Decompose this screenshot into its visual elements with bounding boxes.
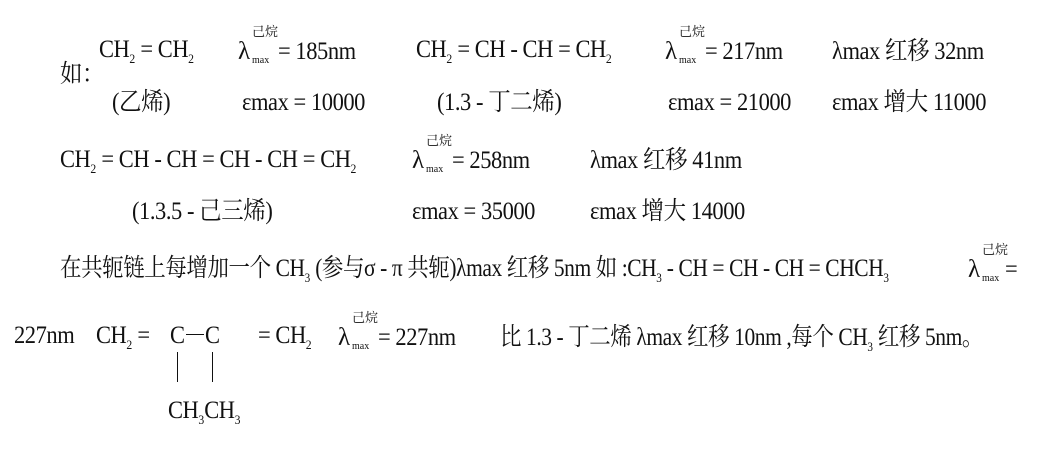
hexatriene-formula: $CH_2$ = CH - CH = CH - CH = $CH_2$ (60, 146, 357, 176)
solvent-label: 己烷 (679, 24, 706, 39)
ex4-comparison: 比 1.3 - 丁二烯 λmax 红移 10nm ,每个 $CH_3$ 红移 5nm。 (500, 324, 983, 354)
methyl-groups: $CH_3CH_3$ (168, 397, 241, 427)
hexatriene-name: (1.3.5 - 己三烯) (132, 198, 273, 225)
ex4-ch2-right: = $CH_2$ (258, 322, 312, 352)
max-label: max (252, 55, 270, 66)
rule-equals: = (1005, 256, 1018, 283)
ex4-carbon-1: C (170, 322, 185, 349)
lambda-symbol: λ (968, 256, 981, 283)
ex4-lead-value: 227nm (14, 322, 75, 349)
max-label: max (982, 273, 1000, 284)
ex4-lambda-value: = 227nm (378, 324, 456, 351)
methyl-rule-text: 在共轭链上每增加一个 $CH_3$ (参与σ - π 共轭)λmax 红移 5nm 如 $:CH_3$ - CH = CH - CH = $CHCH_3$ (60, 255, 889, 285)
hexatriene-lambda (412, 133, 453, 175)
ethylene-name: (乙烯) (112, 89, 171, 116)
intro-label: 如： (60, 61, 105, 88)
butadiene-lambda-value: = 217nm (705, 38, 783, 65)
solvent-label: 己烷 (426, 133, 453, 148)
max-label: max (679, 55, 697, 66)
lambda-symbol: λ (412, 147, 425, 174)
butadiene-formula: $CH_2$ = CH - CH = $CH_2$ (416, 36, 612, 66)
ethylene-formula: $CH_2 = CH_2$ (99, 36, 195, 66)
butadiene-increase: εmax 增大 11000 (832, 89, 987, 116)
hexatriene-shift: λmax 红移 41nm (590, 147, 742, 174)
hexatriene-increase: εmax 增大 14000 (590, 198, 745, 225)
ethylene-epsilon: εmax = 10000 (242, 89, 365, 116)
solvent-label: 己烷 (252, 24, 279, 39)
ethylene-lambda-value: = 185nm (278, 38, 356, 65)
butadiene-shift: λmax 红移 32nm (832, 38, 984, 65)
methyl-bond-1 (177, 352, 178, 382)
max-label: max (352, 341, 370, 352)
lambda-symbol: λ (665, 38, 678, 65)
c-c-bond (186, 334, 204, 335)
solvent-label: 己烷 (352, 310, 379, 325)
ethylene-lambda (238, 24, 279, 66)
butadiene-lambda (665, 24, 706, 66)
lambda-symbol: λ (338, 324, 351, 351)
lambda-symbol: λ (238, 38, 251, 65)
ex4-lambda (338, 310, 379, 352)
methyl-bond-2 (212, 352, 213, 382)
ex4-ch2-left: $CH_2$ = (96, 322, 150, 352)
rule-lambda (968, 242, 1009, 284)
solvent-label: 己烷 (982, 242, 1009, 257)
ex4-carbon-2: C (205, 322, 220, 349)
hexatriene-lambda-value: = 258nm (452, 147, 530, 174)
max-label: max (426, 164, 444, 175)
butadiene-epsilon: εmax = 21000 (668, 89, 791, 116)
hexatriene-epsilon: εmax = 35000 (412, 198, 535, 225)
butadiene-name: (1.3 - 丁二烯) (437, 89, 562, 116)
